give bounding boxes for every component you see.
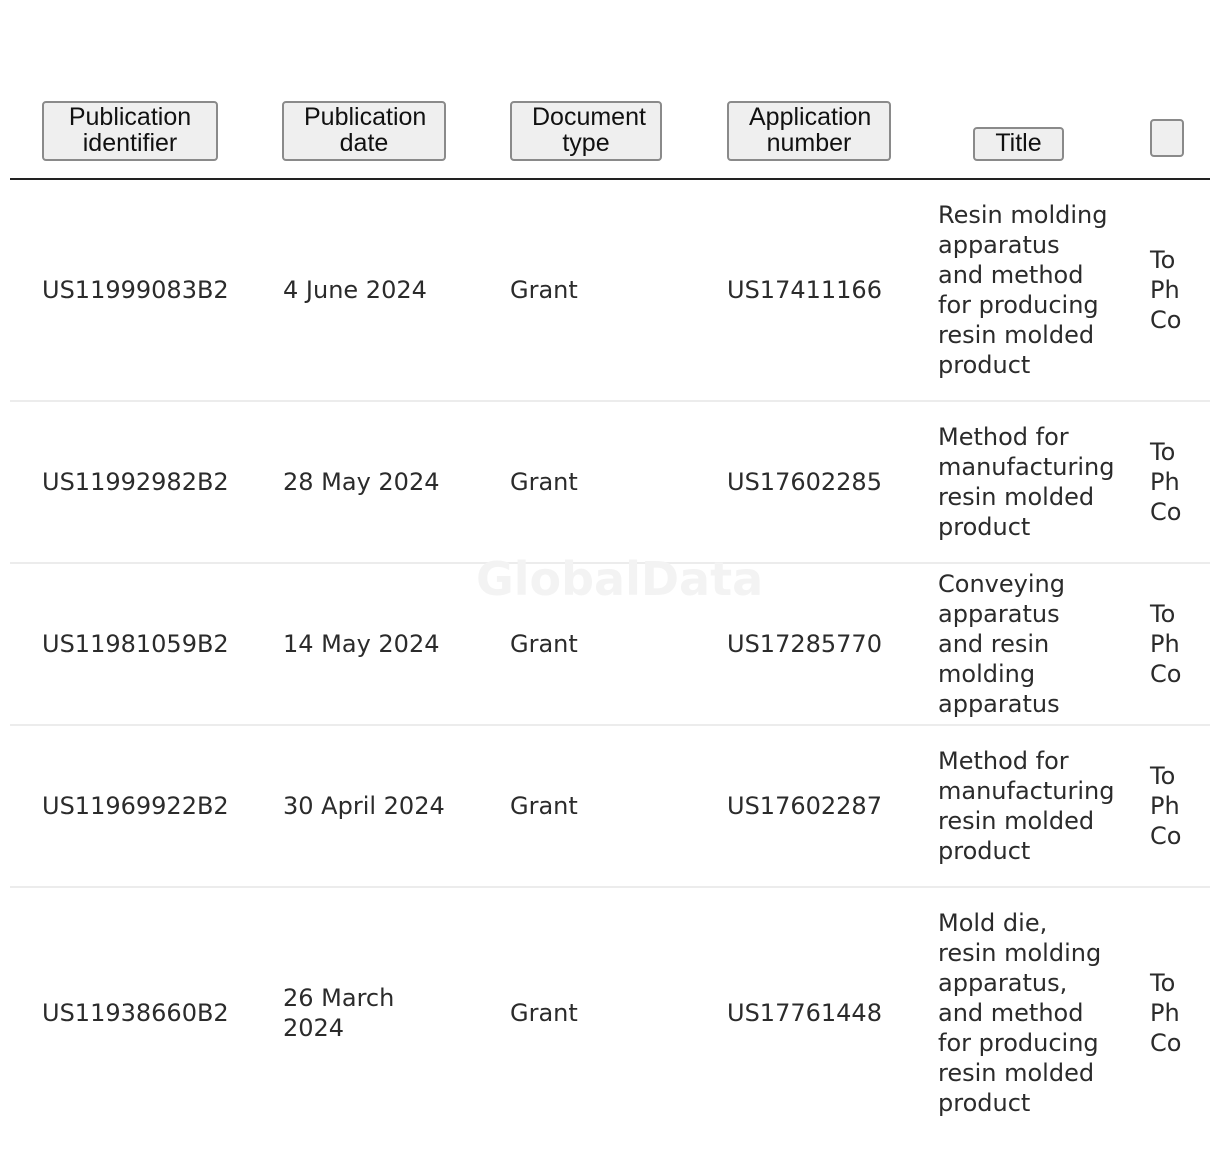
sort-button-publication-date[interactable]: Publication date — [282, 101, 446, 161]
sort-button-title[interactable]: Title — [973, 127, 1063, 161]
cell-owner: To Ph Co — [1150, 563, 1210, 725]
cell-publication-identifier: US11992982B2 — [10, 401, 250, 563]
sort-button-owner[interactable] — [1150, 119, 1184, 157]
patent-table-container — [10, 0, 1210, 1162]
header-cell-title — [921, 0, 1150, 179]
cell-document-type: Grant — [477, 179, 694, 401]
cell-publication-identifier: US11999083B2 — [10, 179, 250, 401]
cell-publication-identifier: US11981059B2 — [10, 563, 250, 725]
cell-application-number: US17602285 — [694, 401, 921, 563]
cell-owner: To Ph Co — [1150, 179, 1210, 401]
sort-button-publication-identifier[interactable]: Publication identifier — [42, 101, 218, 161]
table-row — [10, 179, 1210, 401]
header-row — [10, 0, 1210, 179]
cell-document-type: Grant — [477, 563, 694, 725]
table-header — [10, 0, 1210, 179]
cell-title: Conveying apparatus and resin molding apparatus — [921, 563, 1150, 725]
sort-button-document-type[interactable]: Document type — [510, 101, 662, 161]
cell-publication-date: 28 May 2024 — [250, 401, 477, 563]
sort-button-application-number[interactable]: Application number — [727, 101, 891, 161]
cell-title: Method for manufacturing resin molded product — [921, 401, 1150, 563]
table-row — [10, 725, 1210, 887]
header-cell-document-type — [477, 0, 694, 179]
cell-owner: To Ph Co — [1150, 969, 1182, 1057]
cell-owner: To Ph Co — [1150, 401, 1210, 563]
header-cell-owner — [1150, 0, 1210, 179]
cell-title: Method for manufacturing resin molded product — [921, 725, 1150, 887]
cell-application-number: US17761448 — [727, 999, 882, 1027]
table-row — [10, 887, 1210, 1138]
header-cell-publication-identifier — [10, 0, 250, 179]
cell-publication-date: 4 June 2024 — [250, 179, 477, 401]
cell-document-type: Grant — [477, 725, 694, 887]
cell-title: Resin molding apparatus and method for producing resin molded product — [921, 179, 1150, 401]
table-row — [10, 401, 1210, 563]
cell-owner: To Ph Co — [1150, 725, 1210, 887]
table-body — [10, 179, 1210, 1138]
cell-title: Mold die, resin molding apparatus, and method for producing resin molded product — [938, 909, 1102, 1117]
cell-publication-date: 26 March 2024 — [283, 984, 395, 1042]
patent-table — [10, 0, 1210, 1138]
cell-application-number: US17411166 — [694, 179, 921, 401]
cell-document-type: Grant — [510, 999, 578, 1027]
cell-document-type: Grant — [477, 401, 694, 563]
cell-publication-date: 14 May 2024 — [250, 563, 477, 725]
table-row — [10, 563, 1210, 725]
header-cell-application-number — [694, 0, 921, 179]
cell-application-number: US17602287 — [694, 725, 921, 887]
cell-publication-date: 30 April 2024 — [250, 725, 477, 887]
cell-publication-identifier: US11938660B2 — [42, 999, 229, 1027]
cell-publication-identifier: US11969922B2 — [10, 725, 250, 887]
header-cell-publication-date — [250, 0, 477, 179]
cell-application-number: US17285770 — [694, 563, 921, 725]
watermark: GlobalData — [476, 552, 764, 606]
